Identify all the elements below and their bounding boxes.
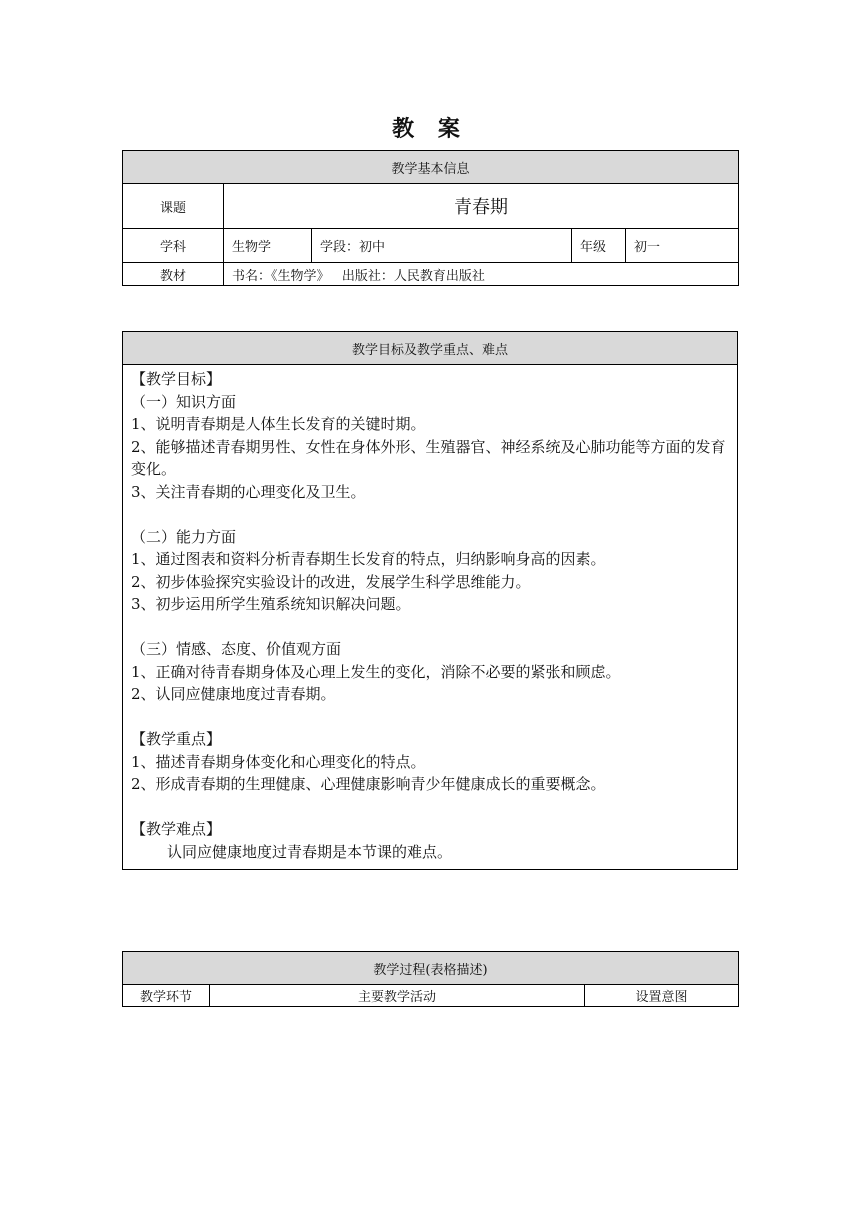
knowledge-item: 2、能够描述青春期男性、女性在身体外形、生殖器官、神经系统及心肺功能等方面的发育变化。 — [131, 437, 726, 478]
ability-item: 2、初步体验探究实验设计的改进，发展学生科学思维能力。 — [131, 572, 531, 591]
objectives-header: 教学目标及教学重点、难点 — [123, 332, 738, 365]
basic-info-header: 教学基本信息 — [123, 151, 739, 184]
ability-title: （二）能力方面 — [131, 527, 237, 546]
knowledge-title: （一）知识方面 — [131, 392, 237, 411]
col-stage-header: 教学环节 — [123, 985, 210, 1007]
difficulty-text: 认同应健康地度过青春期是本节课的难点。 — [167, 842, 453, 861]
ability-item: 1、通过图表和资料分析青春期生长发育的特点，归纳影响身高的因素。 — [131, 550, 606, 568]
emotion-title: （三）情感、态度、价值观方面 — [131, 640, 342, 658]
knowledge-item: 1、说明青春期是人体生长发育的关键时期。 — [131, 415, 426, 433]
key-title: 【教学重点】 — [131, 730, 222, 748]
difficulty-title: 【教学难点】 — [131, 820, 222, 838]
process-header: 教学过程(表格描述) — [123, 952, 739, 985]
topic-label: 课题 — [123, 184, 224, 229]
subject-label: 学科 — [123, 229, 224, 263]
ability-item: 3、初步运用所学生殖系统知识解决问题。 — [131, 595, 411, 613]
textbook-value: 书名：《生物学》 出版社：人民教育出版社 — [224, 263, 739, 286]
goals-title: 【教学目标】 — [131, 370, 222, 388]
emotion-item: 1、正确对待青春期身体及心理上发生的变化，消除不必要的紧张和顾虑。 — [131, 662, 621, 681]
stage-value: 学段：初中 — [312, 229, 572, 263]
col-intent-header: 设置意图 — [585, 985, 739, 1007]
knowledge-item: 3、关注青春期的心理变化及卫生。 — [131, 482, 366, 501]
page-title: 教 案 — [392, 117, 468, 142]
key-item: 2、形成青春期的生理健康、心理健康影响青少年健康成长的重要概念。 — [131, 775, 606, 793]
textbook-label: 教材 — [123, 263, 224, 286]
subject-value: 生物学 — [224, 229, 312, 263]
emotion-item: 2、认同应健康地度过青春期。 — [131, 685, 336, 703]
topic-value: 青春期 — [224, 184, 739, 229]
grade-label: 年级 — [572, 229, 626, 263]
objectives-table — [122, 331, 738, 870]
col-activity-header: 主要教学活动 — [210, 985, 585, 1007]
key-item: 1、描述青春期身体变化和心理变化的特点。 — [131, 752, 426, 771]
objectives-body — [123, 365, 738, 870]
grade-value: 初一 — [626, 229, 739, 263]
process-table — [122, 951, 739, 1007]
basic-info-table — [122, 150, 739, 286]
